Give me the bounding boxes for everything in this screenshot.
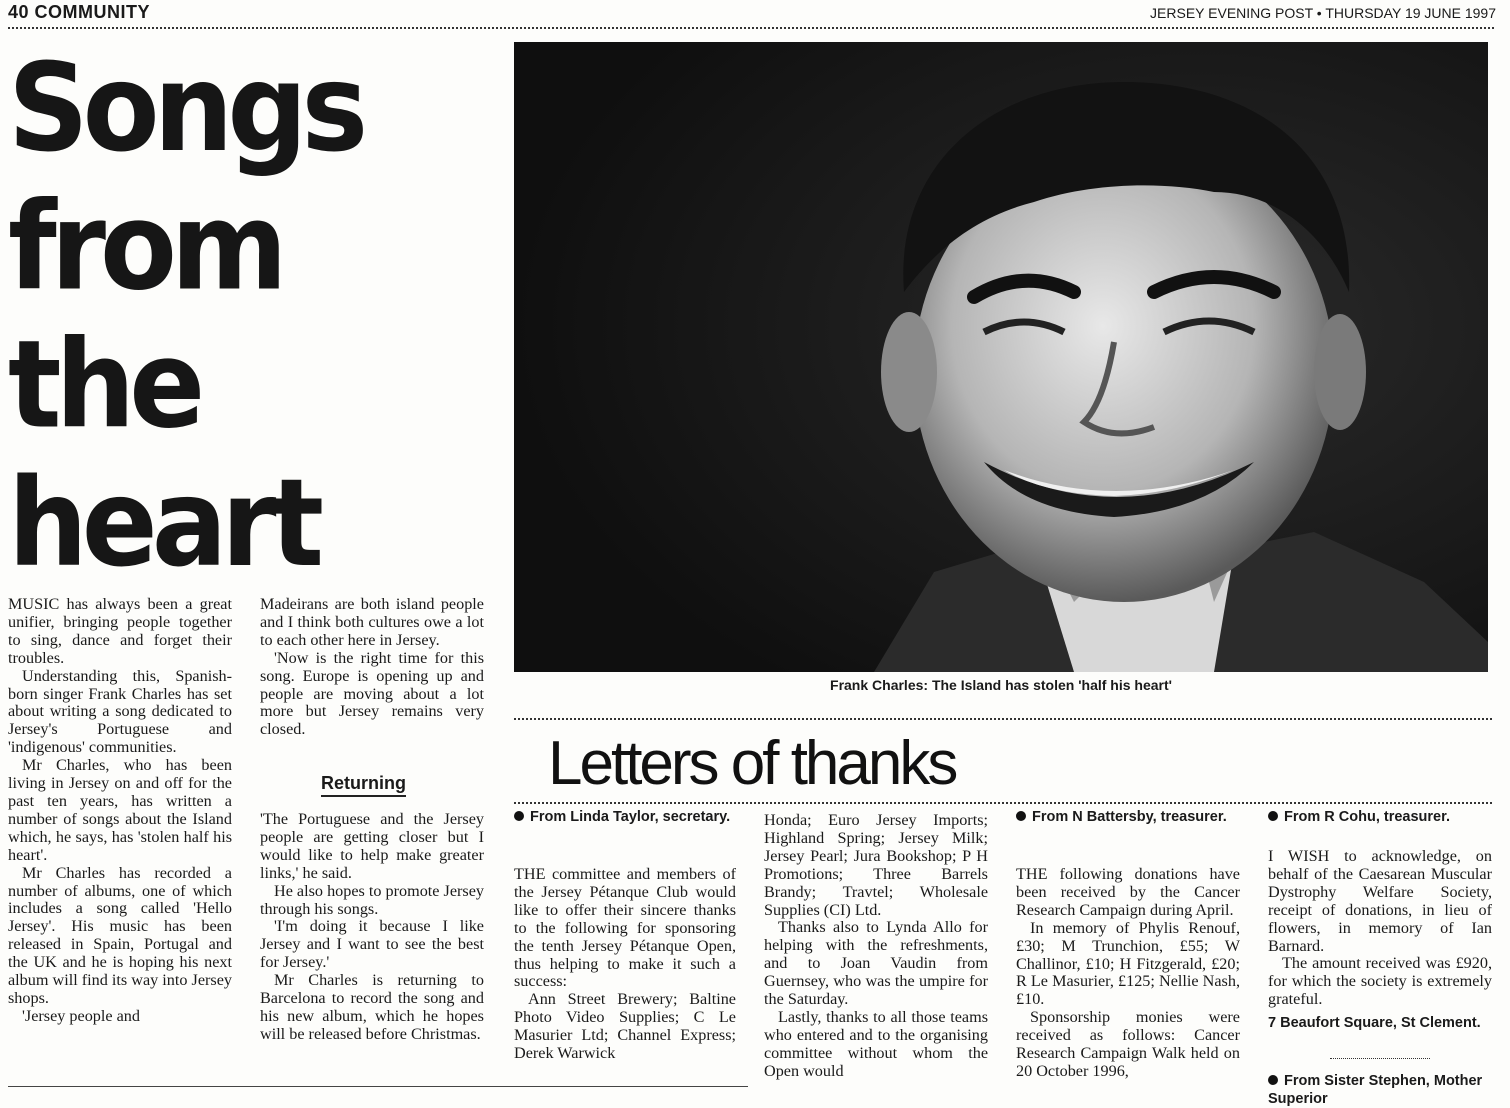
article-paragraph: He also hopes to promote Jersey through his songs. [260, 881, 484, 918]
letter3-byline: From R Cohu, treasurer. [1268, 808, 1494, 826]
letters-title-rule [514, 802, 1492, 804]
headline-line-1: Songs [8, 38, 363, 180]
article-column-2-top [260, 596, 484, 768]
subhead-returning: Returning [321, 773, 406, 797]
portrait-photo [514, 42, 1488, 672]
article-paragraph: 'I'm doing it because I like Jersey and I want to see the best for Jersey.' [260, 917, 484, 972]
article-paragraph: Mr Charles has recorded a number of albums, one of which includes a song called 'Hello Jersey'. His music has been released in Spain, Portugal and the UK and he is hoping his next album will find its way into Jersey shops. [8, 863, 232, 1007]
bullet-icon [514, 811, 524, 821]
letter-paragraph: Sponsorship monies were received as follows: Cancer Research Campaign Walk held on 20 October 1996, [1016, 1008, 1240, 1080]
photo-caption: Frank Charles: The Island has stolen 'half his heart' [830, 677, 1172, 693]
letter-paragraph: THE following donations have been received by the Cancer Research Campaign during April. [1016, 866, 1240, 919]
bullet-icon [1268, 1075, 1278, 1085]
headline-line-2: from [8, 177, 282, 318]
article-paragraph: 'Jersey people and [22, 1006, 140, 1025]
bullet-icon [1016, 811, 1026, 821]
letter-paragraph: Thanks also to Lynda Allo for helping with the refreshments, and to Joan Vaudin from Guernsey, who was the umpire for the Saturday. [764, 918, 988, 1009]
article-column-2-bottom [260, 811, 484, 1068]
article-paragraph: MUSIC has always been a great unifier, bringing people together to sing, dance and forget their troubles. [8, 596, 232, 667]
portrait-illustration [514, 42, 1488, 672]
article-paragraph: Mr Charles is returning to Barcelona to record the song and his new album, which he hopes will be released before Christmas. [260, 971, 484, 1043]
headline-line-3: the [8, 315, 200, 456]
bottom-rule [8, 1086, 748, 1087]
letter-paragraph: THE committee and members of the Jersey Pétanque Club would like to offer their sincere thanks to the following for sponsoring the tenth Jersey Pétanque Open, thus helping to make it such a success: [514, 866, 736, 991]
header-rule [8, 27, 1494, 29]
letter-paragraph: Lastly, thanks to all those teams who entered and to the organising committee without whom the Open would [764, 1007, 988, 1080]
article-paragraph: 'The Portuguese and the Jersey people are getting closer but I would like to help make greater links,' he said. [260, 811, 484, 882]
headline-line-4: heart [8, 453, 319, 595]
headline [8, 40, 508, 593]
letter-paragraph: Honda; Euro Jersey Imports; Highland Spring; Jersey Milk; Jersey Pearl; Jura Bookshop; P H Promotions; Three Barrels Brandy; Travtel; Wholesale Supplies (CI) Ltd. [764, 812, 988, 919]
article-paragraph: Understanding this, Spanish-born singer Frank Charles has set about writing a song dedicated to Jersey's Portuguese and 'indigenous' communities. [8, 666, 232, 757]
letter1-column-a [514, 866, 736, 1088]
letter-paragraph: I WISH to acknowledge, on behalf of the Caesarean Muscular Dystrophy Welfare Society, receipt of donations, in lieu of flowers, in memory of Ian Barnard. [1268, 848, 1492, 955]
page-section-label: 40 COMMUNITY [8, 2, 151, 22]
letter-separator [1330, 1058, 1430, 1059]
article-column-1 [8, 596, 232, 1068]
article-paragraph: Madeirans are both island people and I think both cultures owe a lot to each other here in Jersey. [260, 596, 484, 649]
letter-paragraph: In memory of Phylis Renouf, £30; M Trunchion, £55; W Challinor, £10; H Fitzgerald, £20; R Le Masurier, £125; Nellie Nash, £10. [1016, 918, 1240, 1009]
letter3-address: 7 Beaufort Square, St Clement. [1268, 1015, 1481, 1031]
letter-paragraph: Ann Street Brewery; Baltine Photo Video Supplies; C Le Masurier Ltd; Channel Express; Derek Warwick [514, 990, 736, 1063]
bullet-icon [1268, 811, 1278, 821]
letter1-column-b [764, 812, 988, 1088]
letters-title: Letters of thanks [548, 729, 956, 798]
letter3-body [1268, 848, 1492, 1008]
masthead-date: JERSEY EVENING POST • THURSDAY 19 JUNE 1997 [1150, 5, 1496, 21]
article-paragraph: 'Now is the right time for this song. Europe is opening up and people are moving about a lot more but Jersey remains very closed. [260, 648, 484, 739]
letters-top-rule [514, 718, 1492, 720]
letter1-byline: From Linda Taylor, secretary. [514, 808, 736, 826]
letter2-byline: From N Battersby, treasurer. [1016, 808, 1240, 826]
article-paragraph: Mr Charles, who has been living in Jersey on and off for the past ten years, has written a number of songs about the Island which, he says, has 'stolen half his heart'. [8, 756, 232, 864]
letter4-byline: From Sister Stephen, Mother Superior [1268, 1073, 1483, 1106]
letter2-body [1016, 866, 1240, 1088]
letter-paragraph: The amount received was £920, for which the society is extremely grateful. [1268, 954, 1492, 1008]
